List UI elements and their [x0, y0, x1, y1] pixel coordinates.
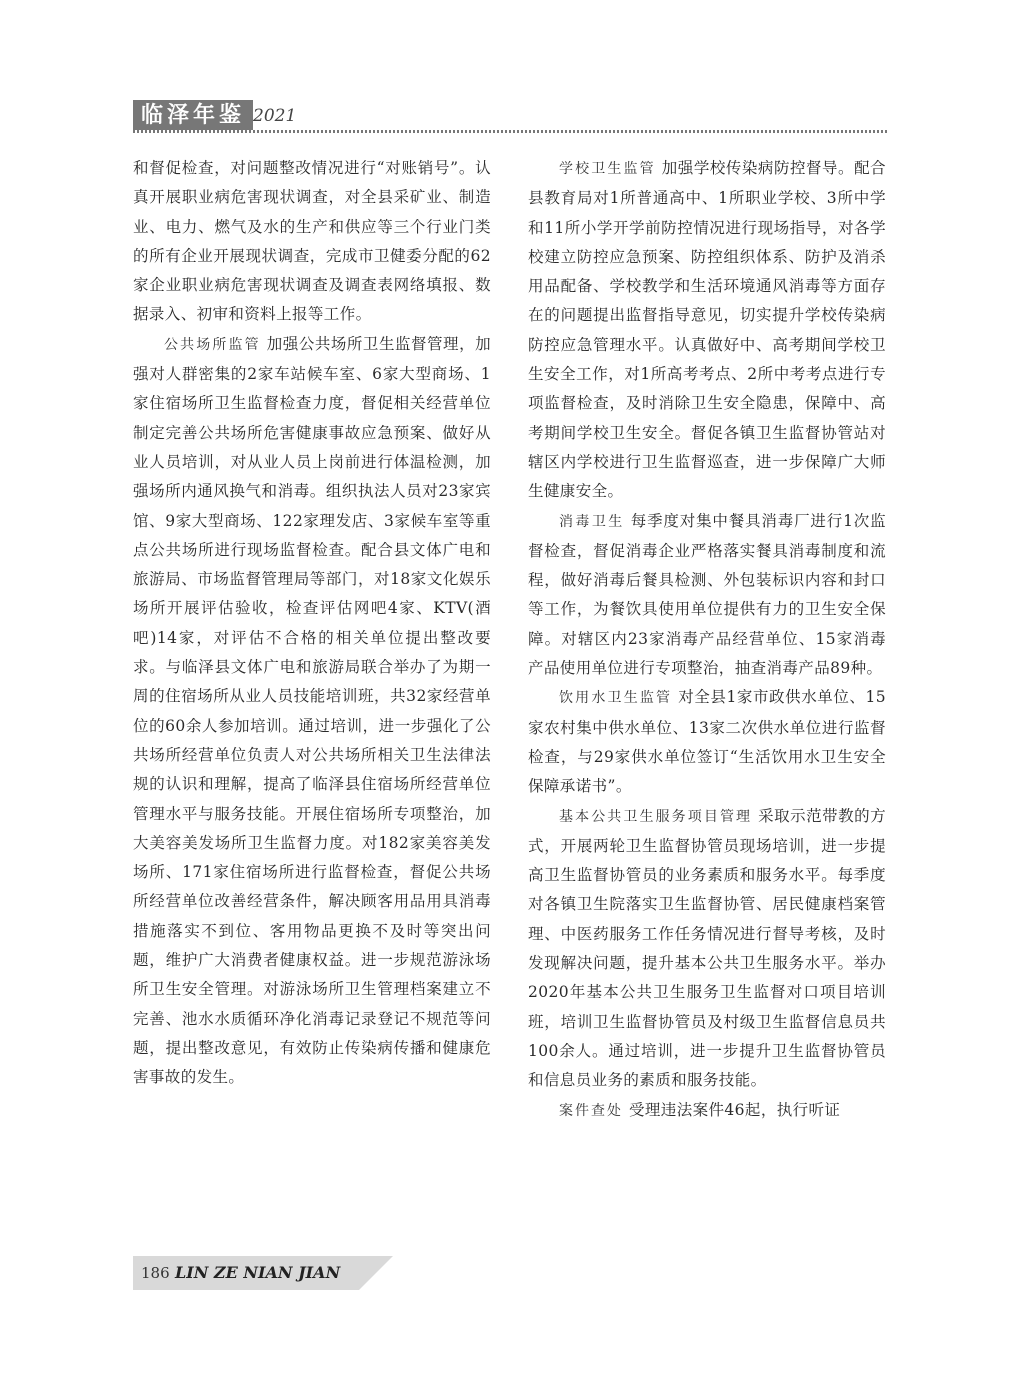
- section-lead-disinfection: 消毒卫生: [559, 513, 625, 530]
- section-lead-drinking-water: 饮用水卫生监管: [559, 690, 673, 707]
- left-column: [133, 154, 491, 1093]
- section-lead-case-handling: 案件查处: [559, 1102, 623, 1119]
- header-divider: [133, 130, 888, 133]
- section-lead-public-places: 公共场所监管: [164, 336, 261, 353]
- paragraph-text: 受理违法案件46起，执行听证: [629, 1100, 841, 1119]
- page-header: [133, 100, 888, 136]
- paragraph-public-health-services: [528, 802, 886, 1096]
- paragraph-drinking-water: [528, 683, 886, 801]
- section-lead-school-health: 学校卫生监管: [559, 161, 656, 177]
- page-footer: [133, 1256, 393, 1292]
- paragraph-case-handling: [528, 1096, 886, 1126]
- footer-title: LIN ZE NIAN JIAN: [175, 1263, 341, 1282]
- page-number: 186: [141, 1264, 170, 1282]
- paragraph-disinfection: [528, 507, 886, 684]
- paragraph-text: 采取示范带教的方式，开展两轮卫生监督协管员现场培训，进一步提高卫生监督协管员的业务素质和服务水平。每季度对各镇卫生院落实卫生监督协管、居民健康档案管理、中医药服务工作任务情况进行督导考核，及时发现解决问题，提升基本公共卫生服务水平。举办2020年基本公共卫生服务卫生监督对口项目培训班，培训卫生监督协管员及村级卫生监督信息员共100余人。通过培训，进一步提升卫生监督协管员和信息员业务的素质和服务技能。: [528, 806, 887, 1090]
- yearbook-year: 2021: [253, 106, 297, 126]
- section-lead-public-health-services: 基本公共卫生服务项目管理: [559, 808, 753, 825]
- yearbook-brand: 临泽年鉴: [133, 100, 253, 132]
- paragraph-text: 加强学校传染病防控督导。配合县教育局对1所普通高中、1所职业学校、3所中学和11所小学开学前防控情况进行现场指导，对各学校建立防控应急预案、防控组织体系、防护及消杀用品配备、学校教学和生活环境通风消毒等方面存在的问题提出监督指导意见，切实提升学校传染病防控应急管理水平。认真做好中、高考期间学校卫生安全工作，对1所高考考点、2所中考考点进行专项监督检查，及时消除卫生安全隐患，保障中、高考期间学校卫生安全。督促各镇卫生监督协管站对辖区内学校进行卫生监督巡查，进一步保障广大师生健康安全。: [528, 159, 887, 501]
- footer-band-tip: [359, 1256, 393, 1290]
- paragraph-text: 每季度对集中餐具消毒厂进行1次监督检查，督促消毒企业严格落实餐具消毒制度和流程，做好消毒后餐具检测、外包装标识内容和封口等工作，为餐饮具使用单位提供有力的卫生安全保障。对辖区内23家消毒产品经营单位、15家消毒产品使用单位进行专项整治，抽查消毒产品89种。: [528, 511, 886, 678]
- paragraph-text: 加强公共场所卫生监督管理，加强对人群密集的2家车站候车室、6家大型商场、1家住宿场所卫生监督检查力度，督促相关经营单位制定完善公共场所危害健康事故应急预案、做好从业人员培训，对从业人员上岗前进行体温检测，加强场所内通风换气和消毒。组织执法人员对23家宾馆、9家大型商场、122家理发店、3家候车室等重点公共场所进行现场监督检查。配合县文体广电和旅游局、市场监督管理局等部门，对18家文化娱乐场所开展评估验收，检查评估网吧4家、KTV(酒吧)14家，对评估不合格的相关单位提出整改要求。与临泽县文体广电和旅游局联合举办了为期一周的住宿场所从业人员技能培训班，共32家经营单位的60余人参加培训。通过培训，进一步强化了公共场所经营单位负责人对公共场所相关卫生法律法规的认识和理解，提高了临泽县住宿场所经营单位管理水平与服务技能。开展住宿场所专项整治，加大美容美发场所卫生监督力度。对182家美容美发场所、171家住宿场所进行监督检查，督促公共场所经营单位改善经营条件，解决顾客用品用具消毒措施落实不到位、客用物品更换不及时等突出问题，维护广大消费者健康权益。进一步规范游泳场所卫生安全管理。对游泳场所卫生管理档案建立不完善、池水水质循环净化消毒记录登记不规范等问题，提出整改意见，有效防止传染病传播和健康危害事故的发生。: [133, 334, 492, 1087]
- right-column: [528, 154, 886, 1126]
- paragraph-continuation: 和督促检查，对问题整改情况进行“对账销号”。认真开展职业病危害现状调查，对全县采矿业、制造业、电力、燃气及水的生产和供应等三个行业门类的所有企业开展现状调查，完成市卫健委分配的62家企业职业病危害现状调查及调查表网络填报、数据录入、初审和资料上报等工作。: [133, 159, 491, 324]
- paragraph-school-health: [528, 154, 886, 507]
- paragraph-text: 对全县1家市政供水单位、15家农村集中供水单位、13家二次供水单位进行监督检查，与29家供水单位签订“生活饮用水卫生安全保障承诺书”。: [528, 688, 887, 796]
- paragraph-public-places: [133, 330, 491, 1093]
